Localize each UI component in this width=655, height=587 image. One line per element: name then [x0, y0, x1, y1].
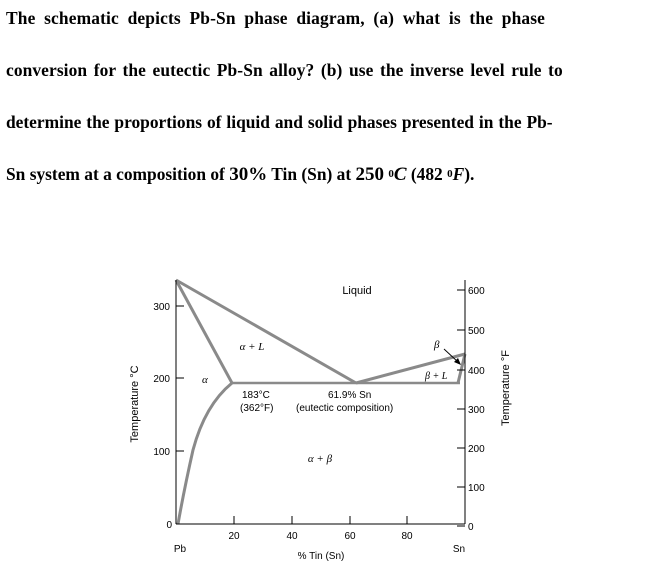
x-end-pb: Pb: [173, 544, 187, 555]
bottom-ticks: [234, 516, 407, 524]
eutectic-temp-c: 183°C: [242, 390, 270, 401]
q4-degree: 0: [388, 168, 394, 180]
tick-label-x-20: 20: [228, 531, 240, 542]
tick-label-c-0: 0: [166, 520, 172, 531]
eutectic-temp-f: (362°F): [240, 403, 274, 414]
phase-boundaries: [176, 280, 465, 524]
eutectic-composition: 61.9% Sn: [328, 390, 372, 401]
axes: [176, 280, 465, 524]
tick-label-x-40: 40: [286, 531, 298, 542]
solvus-alpha: [178, 383, 232, 524]
q4-prefix: Sn system at a composition of: [6, 164, 230, 184]
tick-label-f-600: 600: [468, 286, 485, 297]
q4-percent: 30%: [229, 164, 268, 185]
x-axis-title: % Tin (Sn): [297, 551, 345, 562]
tick-label-f-500: 500: [468, 326, 485, 337]
label-beta-l: β + L: [425, 371, 448, 382]
tick-label-x-80: 80: [401, 531, 413, 542]
q4-end: ).: [464, 164, 475, 184]
liquidus-right: [356, 354, 465, 383]
question-line-2: conversion for the eutectic Pb-Sn alloy? (b) use the inverse level rule to: [6, 60, 563, 80]
tick-label-c-300: 300: [153, 302, 170, 313]
label-liquid: Liquid: [342, 285, 372, 297]
eutectic-note: (eutectic composition): [296, 403, 394, 414]
x-end-sn: Sn: [452, 544, 466, 555]
solidus-beta: [458, 354, 465, 383]
tick-label-f-200: 200: [468, 444, 485, 455]
tick-label-f-0: 0: [468, 522, 474, 533]
tick-label-x-60: 60: [344, 531, 356, 542]
label-alpha-beta: α + β: [307, 453, 333, 465]
q4-fahrenheit: F: [452, 164, 465, 184]
question-line-3: determine the proportions of liquid and solid phases presented in the Pb-: [6, 112, 553, 132]
left-axis-title: Temperature °C: [129, 365, 141, 443]
q4-degree-2: 0: [447, 168, 453, 180]
right-axis-title: Temperature °F: [500, 350, 512, 426]
tick-label-c-100: 100: [153, 447, 170, 458]
q4-temperature: 250: [355, 164, 384, 185]
right-ticks: [457, 290, 465, 526]
right-tick-labels: [468, 286, 485, 533]
q4-paren: (482: [406, 164, 448, 184]
label-alpha: α: [202, 374, 208, 386]
q4-mid: Tin (Sn) at: [267, 164, 356, 184]
q4-celsius: C: [393, 164, 407, 185]
bottom-tick-labels: [174, 531, 465, 562]
label-alpha-l: α + L: [239, 341, 265, 353]
question-line-1: The schematic depicts Pb-Sn phase diagram, (a) what is the phase: [6, 8, 546, 28]
tick-label-c-200: 200: [153, 374, 170, 385]
left-tick-labels: [153, 302, 172, 531]
label-beta: β: [434, 339, 440, 351]
tick-label-f-400: 400: [468, 366, 485, 377]
tick-label-f-100: 100: [468, 483, 485, 494]
tick-label-f-300: 300: [468, 405, 485, 416]
